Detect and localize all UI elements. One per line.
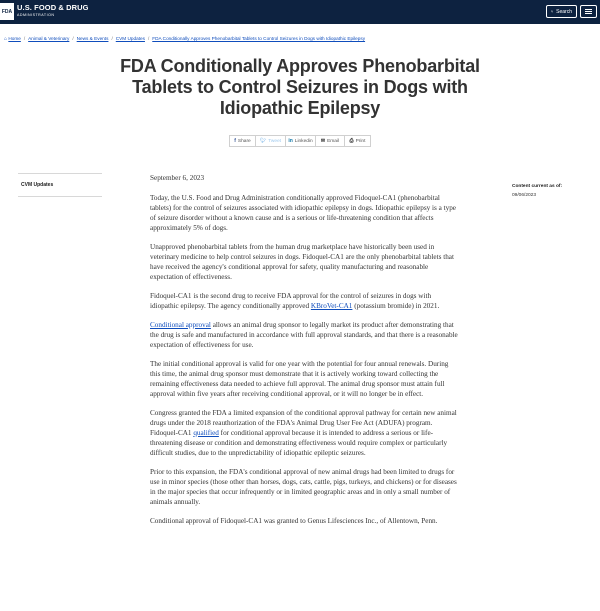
article-paragraph — [150, 408, 460, 458]
twitter-share-label: Tweet — [268, 138, 282, 144]
qualified-link[interactable]: qualified — [193, 429, 219, 437]
left-nav-item-cvm-updates[interactable]: CVM Updates — [21, 182, 54, 188]
search-icon — [551, 9, 553, 14]
menu-button[interactable] — [580, 5, 597, 18]
article-paragraph: Conditional approval of Fidoquel-CA1 was granted to Genus Lifesciences Inc., of Allentown, Penn. — [150, 517, 438, 525]
breadcrumb-current-page[interactable]: FDA Conditionally Approves Phenobarbital Tablets to Control Seizures in Dogs with Idiopathic Epilepsy — [152, 36, 366, 41]
breadcrumb-separator: / — [23, 36, 26, 41]
breadcrumb-news-events[interactable]: News & Events — [76, 36, 109, 41]
paragraph-text: (potassium bromide) in 2021. — [352, 302, 440, 310]
print-label: Print — [355, 138, 366, 144]
article-date: September 6, 2023 — [150, 174, 205, 182]
breadcrumb-cvm-updates[interactable]: CVM Updates — [115, 36, 145, 41]
page-title: FDA Conditionally Approves Phenobarbital Tablets to Control Seizures in Dogs with Idiopathic Epilepsy — [120, 56, 480, 118]
conditional-approval-link[interactable]: Conditional approval — [150, 321, 211, 329]
email-share-label: Email — [327, 138, 340, 144]
paragraph-text: for conditional approval because it is intended to address a serious or life-threatening disease or condition and demonstrating effectiveness would require complex or particularly difficult studies, due to the unpredictability of idiopathic epileptic seizures. — [150, 429, 448, 457]
content-current-label: Content current as of: — [512, 184, 563, 189]
twitter-share-button[interactable] — [256, 135, 286, 147]
agency-subtitle: ADMINISTRATION — [17, 13, 55, 17]
article-paragraph: The initial conditional approval is valid for one year with the potential for four annual renewals. During this time, the animal drug sponsor must demonstrate that it is actively working toward collecting the remaining effectiveness data needed to achieve full approval. The animal drug sponsor must attain full approval within five years after receiving conditional approval, or it will no longer be in effect. — [150, 360, 449, 398]
facebook-icon: f — [234, 138, 236, 144]
search-label: Search — [556, 8, 572, 15]
breadcrumb-separator: / — [111, 36, 113, 41]
print-button[interactable] — [345, 135, 371, 147]
printer-icon: ⎙ — [349, 138, 354, 144]
paragraph-text: Congress granted the FDA a limited expansion of the conditional approval pathway for certain new animal drugs under the 2018 reauthorization of the FDA's Animal Drug User Fee Act (ADUFA) program. Fidoquel-CA1 — [150, 409, 457, 437]
envelope-icon: ✉ — [320, 138, 326, 144]
breadcrumb — [4, 36, 365, 42]
home-icon: ⌂ — [4, 36, 8, 42]
facebook-share-label: Share — [237, 138, 251, 144]
facebook-share-button[interactable] — [229, 135, 256, 147]
kbrovet-link[interactable]: KBroVet-CA1 — [310, 302, 353, 310]
hamburger-menu-icon — [585, 9, 592, 14]
breadcrumb-separator: / — [72, 36, 74, 41]
breadcrumb-separator: / — [147, 36, 150, 41]
article-paragraph: Prior to this expansion, the FDA's conditional approval of new animal drugs had been limited to drugs for use in minor species (those other than horses, dogs, cats, cattle, pigs, turkeys, and chickens) or for diseases in the major species that occur infrequently or in limited geographic areas and in only a small number of animals annually. — [150, 468, 457, 506]
paragraph-text: Fidoquel-CA1 is the second drug to receive FDA approval for the control of seizures in dogs with idiopathic epilepsy. The agency conditionally approved — [150, 292, 432, 310]
search-button[interactable] — [546, 5, 577, 18]
breadcrumb-animal-veterinary[interactable]: Animal & Veterinary — [28, 36, 70, 41]
breadcrumb-home[interactable]: Home — [8, 36, 21, 41]
article-paragraph — [150, 291, 460, 311]
linkedin-share-button[interactable] — [286, 135, 316, 147]
article-body — [150, 173, 460, 535]
article-paragraph — [150, 320, 460, 350]
site-header — [0, 0, 600, 24]
linkedin-share-label: Linkedin — [294, 138, 313, 144]
article-paragraph: Today, the U.S. Food and Drug Administration conditionally approved Fidoquel-CA1 (phenobarbital tablets) for the control of seizures associated with idiopathic epilepsy in dogs. Idiopathic epilepsy is a type of seizure disorder without a known cause and is a serious or life-threatening condition that affects approximately 5% of dogs. — [150, 194, 456, 232]
article-paragraph: Unapproved phenobarbital tablets from the human drug marketplace have historically been used in veterinary medicine to help control seizures in dogs. Fidoquel-CA1 are the only phenobarbital tablets that have received the agency's conditional approval for safety, quality manufacturing and reasonable expectation of effectiveness. — [150, 243, 454, 281]
fda-logo[interactable] — [0, 3, 14, 20]
twitter-icon: 🐦︎ — [259, 138, 267, 144]
agency-name[interactable]: U.S. FOOD & DRUG — [17, 3, 89, 12]
email-share-button[interactable] — [316, 135, 345, 147]
paragraph-text: allows an animal drug sponsor to legally market its product after demonstrating that the drug is safe and manufactured in accordance with full approval standards, and that there is a reasonable expectation of effectiveness for use. — [150, 321, 458, 349]
logo-text: FDA — [1, 8, 13, 15]
content-current-date: 09/06/2023 — [512, 193, 537, 198]
share-bar — [229, 135, 371, 147]
left-nav — [18, 173, 102, 197]
linkedin-icon: in — [288, 138, 293, 144]
